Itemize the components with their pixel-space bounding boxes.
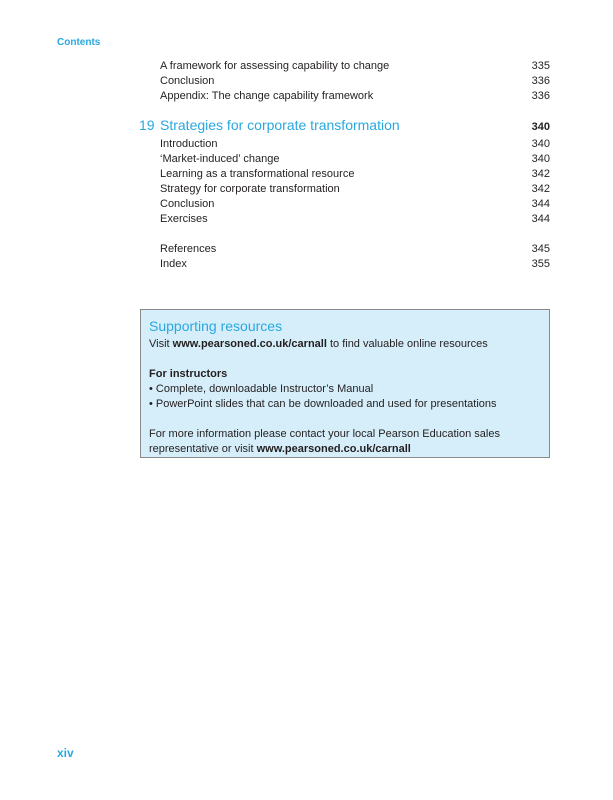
- toc-entry-page: 340: [531, 153, 550, 165]
- bullet-item: • PowerPoint slides that can be downloaded and used for presentations: [149, 398, 497, 410]
- visit-prefix: Visit: [149, 338, 173, 350]
- toc-entry[interactable]: [160, 212, 550, 227]
- toc-entry-title: Exercises: [160, 213, 208, 225]
- toc-entry-title: Conclusion: [160, 75, 215, 87]
- resources-url-link[interactable]: www.pearsoned.co.uk/carnall: [172, 338, 327, 350]
- bullet-item: • Complete, downloadable Instructor’s Manual: [149, 383, 374, 395]
- chapter-heading[interactable]: [139, 117, 550, 135]
- toc-entry-references[interactable]: [160, 242, 550, 257]
- toc-entry-title: Conclusion: [160, 198, 215, 210]
- toc-entry-index[interactable]: [160, 257, 550, 272]
- toc-entry-title: Learning as a transformational resource: [160, 168, 355, 180]
- toc-entry-page: 345: [531, 243, 550, 255]
- toc-entry-page: 336: [531, 75, 550, 87]
- toc-entry-title: Introduction: [160, 138, 218, 150]
- toc-entry[interactable]: [160, 74, 550, 89]
- toc-entry[interactable]: [160, 182, 550, 197]
- toc-entry-title: ‘Market-induced’ change: [160, 153, 280, 165]
- more-info-prefix: representative or visit: [149, 443, 257, 455]
- toc-entry-title: A framework for assessing capability to change: [160, 60, 390, 72]
- toc-entry[interactable]: [160, 137, 550, 152]
- toc-entry-title: Index: [160, 258, 187, 270]
- toc-entry-page: 344: [531, 198, 550, 210]
- page-number: xiv: [57, 746, 74, 760]
- toc-entry[interactable]: [160, 197, 550, 212]
- chapter-page: 340: [531, 121, 550, 133]
- toc-entry[interactable]: [160, 89, 550, 104]
- toc-entry[interactable]: [160, 59, 550, 74]
- chapter-number: 19: [139, 117, 155, 133]
- toc-entry-title: Strategy for corporate transformation: [160, 183, 340, 195]
- toc-entry-page: 344: [531, 213, 550, 225]
- more-info-line: For more information please contact your local Pearson Education sales: [149, 428, 500, 440]
- visit-suffix: to find valuable online resources: [326, 338, 488, 350]
- toc-entry-page: 342: [531, 168, 550, 180]
- toc-entry-page: 342: [531, 183, 550, 195]
- toc-entry-title: References: [160, 243, 217, 255]
- running-head: Contents: [57, 37, 101, 48]
- toc-entry-title: Appendix: The change capability framework: [160, 90, 374, 102]
- supporting-resources-title: Supporting resources: [149, 318, 283, 334]
- visit-line: [149, 337, 541, 352]
- toc-entry-page: 335: [531, 60, 550, 72]
- toc-entry-page: 336: [531, 90, 550, 102]
- chapter-title: Strategies for corporate transformation: [160, 117, 400, 133]
- supporting-resources-box: [140, 309, 550, 458]
- toc-entry-page: 355: [531, 258, 550, 270]
- more-info-line-2: [149, 442, 541, 457]
- toc-entry[interactable]: [160, 152, 550, 167]
- pearson-url-link[interactable]: www.pearsoned.co.uk/carnall: [256, 443, 411, 455]
- toc-entry-page: 340: [531, 138, 550, 150]
- toc-entry[interactable]: [160, 167, 550, 182]
- instructors-heading: For instructors: [149, 368, 228, 380]
